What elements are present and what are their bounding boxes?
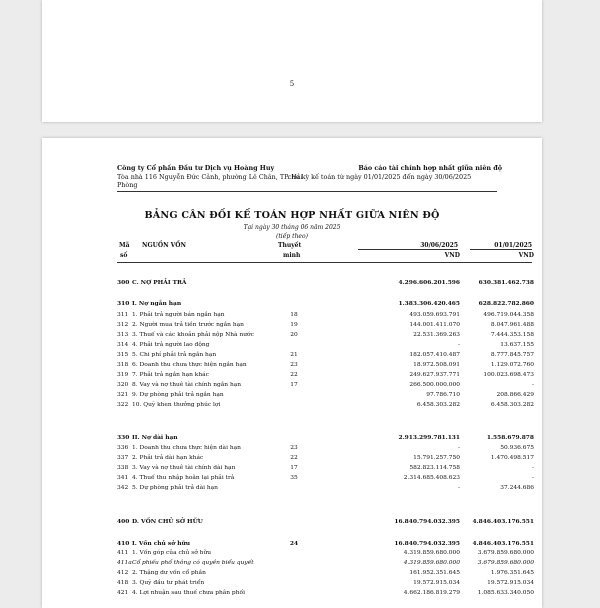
- row-previous-value: 208.866.429: [496, 392, 534, 398]
- row-previous-value: 7.444.353.158: [490, 332, 534, 338]
- row-previous-value: 19.572.915.034: [487, 580, 534, 586]
- row-previous-value: 496.719.044.358: [483, 312, 534, 318]
- row-code: 411a: [117, 560, 132, 566]
- row-previous-value: 3.679.859.680.000: [477, 550, 534, 556]
- report-date: Tại ngày 30 tháng 06 năm 2025: [243, 224, 341, 231]
- table-row: [42, 580, 542, 589]
- table-row: [42, 279, 542, 288]
- row-current-value: 2.314.685.408.623: [403, 475, 460, 481]
- table-row: [42, 434, 542, 443]
- row-code: 314: [117, 342, 129, 348]
- row-code: 300: [117, 279, 130, 286]
- row-code: 320: [117, 382, 129, 388]
- row-name: 3. Thuế và các khoản phải nộp Nhà nước: [132, 332, 254, 338]
- table-row: [42, 312, 542, 321]
- row-previous-value: 630.381.462.738: [478, 279, 534, 286]
- row-code: 311: [117, 312, 129, 318]
- document-title: BẢNG CÂN ĐỐI KẾ TOÁN HỢP NHẤT GIỮA NIÊN ĐỘ: [144, 210, 440, 221]
- row-current-value: -: [458, 485, 460, 491]
- row-name: 4. Phải trả người lao động: [132, 342, 210, 348]
- row-note: 18: [290, 312, 298, 318]
- row-code: 411: [117, 550, 129, 556]
- row-previous-value: 50.936.675: [500, 445, 534, 451]
- row-name: II. Nợ dài hạn: [132, 434, 178, 441]
- table-row: [42, 455, 542, 464]
- col-name-header: NGUỒN VỐN: [142, 242, 187, 249]
- row-code: 418: [117, 580, 129, 586]
- col-code-header-2: số: [120, 252, 128, 259]
- row-code: 338: [117, 465, 129, 471]
- row-code: 412: [117, 570, 129, 576]
- row-current-value: 4.662.186.819.279: [403, 590, 460, 596]
- table-row: [42, 332, 542, 341]
- report-period: cho kỳ kế toán từ ngày 01/01/2025 đến ngày 30/06/2025: [288, 173, 472, 181]
- row-note: 23: [290, 362, 298, 368]
- table-row: [42, 550, 542, 559]
- row-current-value: 182.057.410.487: [409, 352, 460, 358]
- col-previous-unit: VND: [518, 252, 534, 259]
- row-note: 24: [289, 540, 299, 547]
- row-code: 318: [117, 362, 129, 368]
- row-current-value: 161.952.351.645: [409, 570, 460, 576]
- table-row: [42, 402, 542, 411]
- row-code: 313: [117, 332, 129, 338]
- table-row: [42, 300, 542, 309]
- row-code: 310: [117, 300, 130, 307]
- row-note: 22: [290, 455, 298, 461]
- table-row: [42, 590, 542, 599]
- row-current-value: -: [458, 342, 460, 348]
- row-current-value: 4.319.859.680.000: [403, 560, 460, 566]
- company-address: Tòa nhà 116 Nguyễn Đức Cảnh, phường Lê Chân, TP. Hải: [117, 173, 303, 181]
- row-current-value: 16.840.794.032.395: [394, 540, 460, 547]
- row-name: 2. Phải trả dài hạn khác: [132, 455, 204, 461]
- table-row: [42, 392, 542, 401]
- row-current-value: 4.296.606.201.596: [398, 279, 460, 286]
- row-code: 321: [117, 392, 129, 398]
- row-current-value: 4.319.859.680.000: [403, 550, 460, 556]
- row-previous-value: 1.129.072.760: [490, 362, 534, 368]
- row-code: 400: [117, 518, 130, 525]
- row-previous-value: 8.777.845.757: [490, 352, 534, 358]
- table-row: [42, 342, 542, 351]
- col-note-header-2: minh: [283, 252, 301, 259]
- row-current-value: 6.458.303.282: [416, 402, 460, 408]
- row-code: 315: [117, 352, 129, 358]
- row-previous-value: 8.047.961.488: [490, 322, 534, 328]
- row-name: 4. Lợi nhuận sau thuế chưa phân phối: [132, 590, 245, 596]
- row-current-value: 1.383.306.420.465: [398, 300, 460, 307]
- row-name: C. NỢ PHẢI TRẢ: [132, 279, 187, 286]
- table-row: [42, 322, 542, 331]
- table-row: [42, 382, 542, 391]
- row-code: 342: [117, 485, 129, 491]
- row-code: 421: [117, 590, 129, 596]
- row-current-value: 16.840.794.032.395: [394, 518, 460, 525]
- previous-page: [42, 0, 542, 122]
- row-current-value: -: [458, 445, 460, 451]
- page-number: 5: [289, 80, 295, 88]
- row-note: 22: [290, 372, 298, 378]
- row-previous-value: 1.558.679.878: [486, 434, 534, 441]
- row-note: 20: [290, 332, 298, 338]
- row-name: 3. Quỹ đầu tư phát triển: [132, 580, 205, 586]
- col-current-unit: VND: [444, 252, 460, 259]
- row-previous-value: 6.458.303.282: [490, 402, 534, 408]
- row-code: 330: [117, 434, 130, 441]
- row-previous-value: 100.023.698.473: [483, 372, 534, 378]
- row-current-value: 144.001.411.070: [409, 322, 460, 328]
- row-current-value: 22.531.369.263: [413, 332, 460, 338]
- col-previous-header: 01/01/2025: [494, 242, 532, 249]
- col-code-header: Mã: [119, 242, 130, 249]
- table-row: [42, 560, 542, 569]
- row-previous-value: 4.846.403.176.551: [472, 518, 534, 525]
- row-note: 17: [290, 465, 298, 471]
- row-current-value: 2.913.299.781.131: [398, 434, 460, 441]
- table-row: [42, 465, 542, 474]
- col-note-header: Thuyết: [278, 242, 302, 249]
- row-name: 5. Chi phí phải trả ngắn hạn: [132, 352, 217, 358]
- row-note: 23: [290, 445, 298, 451]
- row-name: I. Vốn chủ sở hữu: [132, 540, 191, 547]
- row-code: 312: [117, 322, 129, 328]
- col-current-rule: [358, 249, 458, 250]
- row-name: D. VỐN CHỦ SỞ HỮU: [132, 518, 203, 525]
- row-name: 7. Phải trả ngắn hạn khác: [132, 372, 209, 378]
- row-name: 1. Doanh thu chưa thực hiện dài hạn: [132, 445, 241, 451]
- row-name: 5. Dự phòng phải trả dài hạn: [132, 485, 218, 491]
- row-previous-value: 1.085.633.340.050: [477, 590, 534, 596]
- table-row: [42, 445, 542, 454]
- table-row: [42, 518, 542, 527]
- row-previous-value: 1.470.498.517: [490, 455, 534, 461]
- row-code: 319: [117, 372, 129, 378]
- row-name: 10. Quỹ khen thưởng phúc lợi: [132, 402, 221, 408]
- row-code: 336: [117, 445, 129, 451]
- row-current-value: 493.059.693.791: [409, 312, 460, 318]
- table-row: [42, 352, 542, 361]
- row-previous-value: 13.637.155: [500, 342, 534, 348]
- row-current-value: 15.791.257.750: [413, 455, 460, 461]
- row-note: 19: [290, 322, 298, 328]
- row-name: 1. Phải trả người bán ngắn hạn: [132, 312, 225, 318]
- row-name: Cổ phiếu phổ thông có quyền biểu quyết: [132, 560, 254, 566]
- row-code: 410: [117, 540, 130, 547]
- row-code: 322: [117, 402, 129, 408]
- row-code: 341: [117, 475, 129, 481]
- row-note: 17: [290, 382, 298, 388]
- row-name: 2. Thặng dư vốn cổ phần: [132, 570, 206, 576]
- row-name: 4. Thuế thu nhập hoãn lại phải trả: [132, 475, 235, 481]
- table-row: [42, 485, 542, 494]
- row-previous-value: 628.822.782.860: [478, 300, 534, 307]
- table-row: [42, 372, 542, 381]
- continued-note: (tiếp theo): [276, 233, 308, 240]
- report-name: Báo cáo tài chính hợp nhất giữa niên độ: [358, 164, 502, 172]
- table-row: [42, 540, 542, 549]
- row-current-value: 19.572.915.034: [413, 580, 460, 586]
- row-previous-value: 37.244.686: [500, 485, 534, 491]
- row-name: 6. Doanh thu chưa thực hiện ngắn hạn: [132, 362, 247, 368]
- row-name: I. Nợ ngắn hạn: [132, 300, 182, 307]
- table-row: [42, 570, 542, 579]
- row-name: 2. Người mua trả tiền trước ngắn hạn: [132, 322, 244, 328]
- col-current-header: 30/06/2025: [420, 242, 458, 249]
- row-previous-value: 3.679.859.680.000: [477, 560, 534, 566]
- row-current-value: 249.627.937.771: [409, 372, 460, 378]
- table-header-rule: [117, 262, 532, 263]
- document-page: [42, 138, 542, 608]
- row-previous-value: 4.846.403.176.551: [472, 540, 534, 547]
- row-code: 337: [117, 455, 129, 461]
- row-name: 9. Dự phòng phải trả ngắn hạn: [132, 392, 224, 398]
- table-row: [42, 475, 542, 484]
- row-name: 3. Vay và nợ thuê tài chính dài hạn: [132, 465, 236, 471]
- row-previous-value: -: [532, 475, 534, 481]
- company-address-line2: Phòng: [117, 181, 138, 189]
- row-name: 1. Vốn góp của chủ sở hữu: [132, 550, 212, 556]
- row-previous-value: -: [532, 382, 534, 388]
- row-current-value: 266.500.000.000: [409, 382, 460, 388]
- row-current-value: 582.823.114.758: [409, 465, 460, 471]
- col-previous-rule: [470, 249, 532, 250]
- row-current-value: 97.786.710: [426, 392, 460, 398]
- row-previous-value: -: [532, 465, 534, 471]
- company-name: Công ty Cổ phần Đầu tư Dịch vụ Hoàng Huy: [117, 164, 275, 172]
- table-row: [42, 362, 542, 371]
- row-current-value: 18.972.508.091: [413, 362, 460, 368]
- row-note: 35: [290, 475, 298, 481]
- row-previous-value: 1.976.351.645: [490, 570, 534, 576]
- row-name: 8. Vay và nợ thuê tài chính ngắn hạn: [132, 382, 242, 388]
- header-divider: [117, 191, 497, 192]
- row-note: 21: [290, 352, 298, 358]
